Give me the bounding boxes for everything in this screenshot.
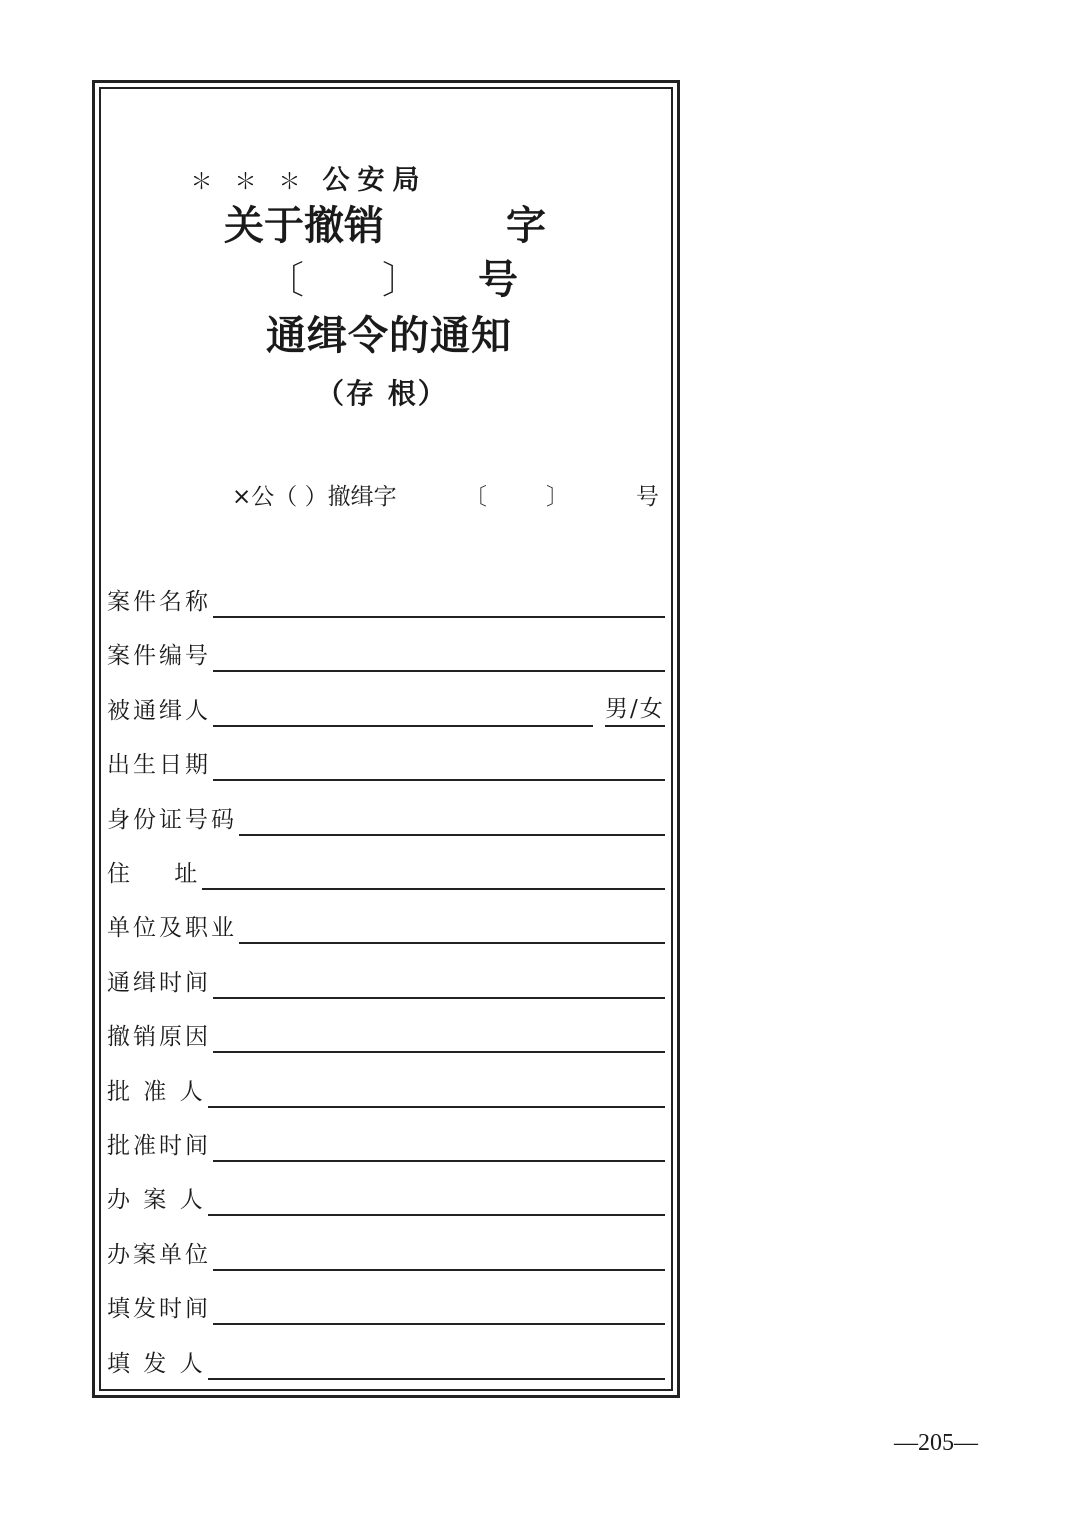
- form-field-row: [107, 636, 665, 672]
- field-blank-line[interactable]: [213, 580, 665, 618]
- title-part1: 关于撤销: [224, 202, 384, 249]
- field-label: 被通缉人: [107, 697, 211, 724]
- gender-option: 男/女: [605, 695, 665, 727]
- bureau-name: 公安局: [322, 165, 428, 196]
- form-field-row: [107, 908, 665, 944]
- title-bracket-close: 〕: [382, 258, 421, 302]
- field-label: 填 发 人: [107, 1350, 206, 1377]
- field-label: 住 址: [107, 861, 201, 887]
- doc-number-bracket-close: 〕: [546, 484, 569, 510]
- bureau-heading: [0, 158, 588, 197]
- bureau-placeholder-stars: ＊＊＊: [190, 170, 323, 195]
- title-hao: 号: [478, 256, 518, 303]
- field-label: 通缉时间: [107, 969, 211, 996]
- form-field-row: [107, 1344, 665, 1380]
- form-field-row: [107, 1126, 665, 1162]
- field-blank-line[interactable]: [213, 743, 665, 781]
- field-label: 办 案 人: [107, 1187, 206, 1214]
- field-label: 身份证号码: [107, 806, 237, 833]
- field-blank-line[interactable]: [213, 1124, 665, 1162]
- field-label: 办案单位: [107, 1241, 211, 1268]
- field-blank-line[interactable]: [239, 906, 665, 944]
- field-label: 案件名称: [107, 589, 211, 615]
- form-field-row: [107, 1072, 665, 1108]
- title-zi: 字: [506, 202, 546, 249]
- field-blank-line[interactable]: [208, 1070, 665, 1108]
- form-field-row: [107, 691, 665, 727]
- field-label: 单位及职业: [107, 915, 237, 942]
- form-field-row: [107, 800, 665, 836]
- field-blank-line[interactable]: [208, 1178, 665, 1216]
- form-field-row: [107, 1017, 665, 1053]
- form-field-row: [107, 745, 665, 781]
- doc-number-bracket-open: 〔: [464, 484, 487, 510]
- form-field-row: [107, 1289, 665, 1325]
- field-blank-line[interactable]: [208, 1342, 665, 1380]
- title-part3: 通缉令的通知: [266, 312, 512, 359]
- page-number: —205—: [894, 1430, 978, 1456]
- field-label: 填发时间: [107, 1296, 211, 1323]
- form-field-row: [107, 1180, 665, 1216]
- field-label: 撤销原因: [107, 1024, 211, 1051]
- field-blank-line[interactable]: [213, 634, 665, 672]
- field-label: 批 准 人: [107, 1078, 206, 1105]
- field-label: 批准时间: [107, 1133, 211, 1159]
- doc-number-hao: 号: [636, 484, 659, 510]
- form-field-row: [107, 854, 665, 890]
- stub-label: （存 根）: [316, 377, 448, 410]
- title-bracket-open: 〔: [266, 258, 305, 302]
- field-blank-line[interactable]: [213, 689, 593, 727]
- field-blank-line[interactable]: [213, 1015, 665, 1053]
- form-field-row: [107, 963, 665, 999]
- field-label: 案件编号: [107, 643, 211, 670]
- doc-number-prefix: ×公（ ）撤缉字: [232, 484, 397, 510]
- form-field-row: [107, 582, 665, 618]
- field-label: 出生日期: [107, 752, 211, 779]
- field-blank-line[interactable]: [213, 1287, 665, 1325]
- field-blank-line[interactable]: [213, 1233, 665, 1271]
- form-field-row: [107, 1235, 665, 1271]
- field-blank-line[interactable]: [213, 961, 665, 999]
- field-blank-line[interactable]: [239, 798, 665, 836]
- field-blank-line[interactable]: [202, 852, 665, 890]
